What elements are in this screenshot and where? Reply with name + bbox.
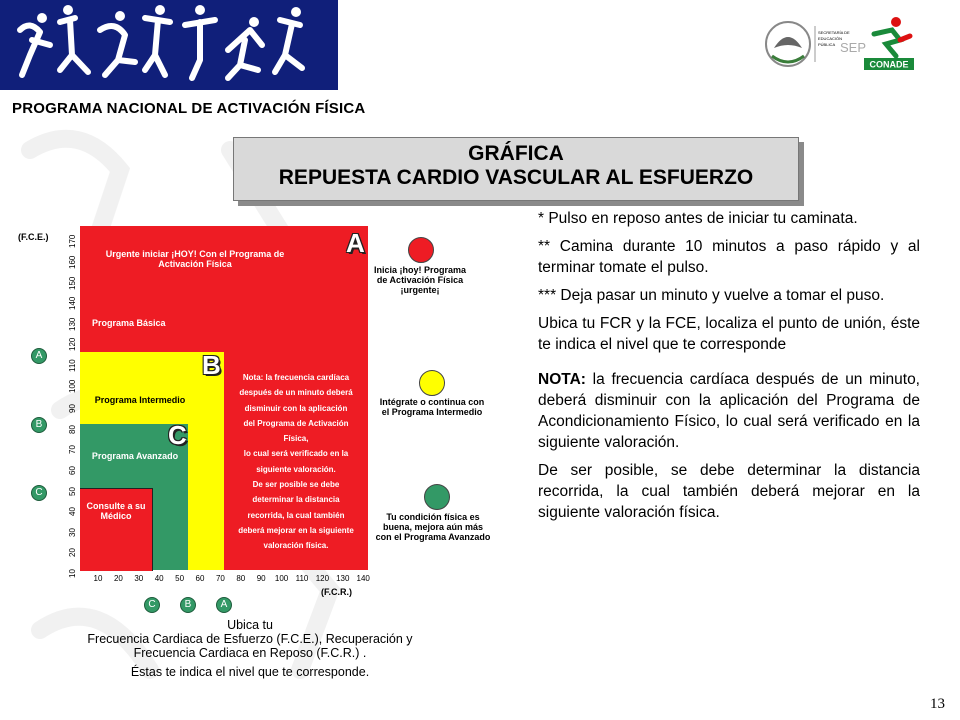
y-tick-label: 50 bbox=[68, 486, 77, 496]
note-line: después de un minuto deberá bbox=[239, 388, 353, 398]
y-tick-label: 60 bbox=[68, 466, 77, 475]
header-banner bbox=[0, 0, 338, 90]
sep-logo bbox=[760, 12, 867, 74]
x-tick-label: 130 bbox=[336, 574, 350, 583]
note-line: Nota: la frecuencia cardíaca bbox=[242, 373, 350, 382]
y-tick-label: 150 bbox=[68, 276, 77, 290]
chart-title-box bbox=[233, 137, 799, 201]
note-line: disminuir con la aplicación bbox=[244, 403, 348, 413]
note-line: De ser posible se debe bbox=[252, 480, 340, 490]
x-marker-c: C bbox=[144, 597, 160, 613]
svg-text:SEP: SEP bbox=[840, 40, 867, 55]
zone-basic-label: Programa Básica bbox=[92, 318, 166, 328]
caption-line3: Frecuencia Cardiaca en Reposo (F.C.R.) . bbox=[133, 646, 367, 660]
instruction-3: *** Deja pasar un minuto y vuelve a tomar el puso. bbox=[538, 287, 885, 304]
legend-red: Inicia ¡hoy! Programa de Activación Física ¡urgente¡ bbox=[373, 265, 467, 295]
y-tick-label: 160 bbox=[68, 255, 77, 269]
zone-intermediate-label: Programa Intermedio bbox=[94, 395, 186, 405]
legend-yellow: Intégrate o continua con el Programa Intermedio bbox=[379, 397, 485, 417]
y-tick-label: 110 bbox=[68, 359, 77, 372]
note-line: recorrida, la cual también bbox=[247, 510, 345, 520]
x-axis-label: (F.C.R.) bbox=[321, 587, 352, 597]
note-line: valoración física. bbox=[263, 541, 329, 551]
red-light-icon bbox=[408, 237, 434, 263]
x-tick-label: 80 bbox=[236, 574, 246, 583]
y-tick-label: 80 bbox=[68, 424, 77, 434]
x-tick-label: 110 bbox=[295, 574, 309, 583]
x-tick-label: 70 bbox=[215, 574, 225, 583]
svg-text:CONADE: CONADE bbox=[869, 59, 909, 70]
legend-green: Tu condición física es buena, mejora aún más con el Programa Avanzado bbox=[375, 512, 491, 542]
instruction-1: * Pulso en reposo antes de iniciar tu caminata. bbox=[538, 210, 858, 227]
x-tick-label: 90 bbox=[256, 574, 266, 583]
y-tick-label: 140 bbox=[68, 296, 77, 311]
y-marker-b: B bbox=[31, 417, 47, 433]
zone-letter-b: B bbox=[202, 350, 221, 380]
y-tick-label: 100 bbox=[68, 379, 77, 393]
y-tick-label: 30 bbox=[68, 527, 77, 537]
y-tick-label: 40 bbox=[68, 507, 77, 517]
x-marker-a: A bbox=[216, 597, 232, 613]
conade-logo bbox=[860, 14, 918, 72]
y-tick-label: 130 bbox=[68, 317, 77, 331]
x-tick-label: 20 bbox=[113, 574, 123, 583]
note-line: deberá mejorar en la siguiente bbox=[238, 525, 354, 535]
nota-label: NOTA: bbox=[538, 371, 586, 388]
instructions-text bbox=[538, 208, 920, 530]
y-tick-label: 90 bbox=[68, 404, 77, 414]
note-line: Física, bbox=[283, 434, 309, 444]
x-tick-label: 10 bbox=[93, 574, 103, 583]
zone-letter-a: A bbox=[346, 228, 365, 258]
y-tick-label: 20 bbox=[68, 548, 77, 558]
zone-consult-label: Consulte a su Médico bbox=[86, 501, 146, 521]
zone-urgent-label: Urgente iniciar ¡HOY! Con el Programa de Activación Física bbox=[105, 249, 285, 269]
caption-line2: Frecuencia Cardiaca de Esfuerzo (F.C.E.), Recuperación y bbox=[87, 632, 413, 646]
y-tick-label: 120 bbox=[68, 338, 77, 352]
svg-text:SECRETARÍA DE: SECRETARÍA DE bbox=[818, 30, 850, 35]
y-axis-label: (F.C.E.) bbox=[18, 232, 49, 242]
y-marker-c: C bbox=[31, 485, 47, 501]
x-tick-label: 40 bbox=[154, 574, 164, 583]
svg-text:EDUCACIÓN: EDUCACIÓN bbox=[818, 36, 843, 41]
zone-letter-c: C bbox=[168, 420, 187, 450]
nota-text: la frecuencia cardíaca después de un minuto, deberá disminuir con la aplicación del Programa de Acondicionamiento Físico, lo cual será verificado en la siguiente valoración. bbox=[538, 371, 920, 451]
chart-caption bbox=[40, 618, 460, 679]
note-line: determinar la distancia bbox=[252, 495, 340, 505]
x-tick-label: 30 bbox=[134, 574, 144, 583]
instruction-6: De ser posible, se debe determinar la distancia recorrida, la cual también deberá mejorar en la siguiente valoración física. bbox=[538, 462, 920, 521]
note-line: siguiente valoración. bbox=[256, 464, 336, 474]
instruction-nota bbox=[538, 369, 920, 453]
green-light-icon bbox=[424, 484, 450, 510]
x-marker-b: B bbox=[180, 597, 196, 613]
x-tick-label: 120 bbox=[315, 574, 330, 583]
instruction-2: ** Camina durante 10 minutos a paso rápido y al terminar tomate el pulso. bbox=[538, 238, 920, 276]
x-tick-label: 50 bbox=[175, 574, 185, 583]
athletes-figures-icon bbox=[0, 0, 338, 90]
mexican-eagle-icon bbox=[760, 12, 867, 74]
page-number: 13 bbox=[930, 696, 945, 712]
chart-title-line1: GRÁFICA bbox=[468, 142, 564, 165]
caption-line1: Ubica tu bbox=[227, 618, 273, 632]
conade-runner-icon bbox=[860, 14, 918, 72]
note-line: lo cual será verificado en la bbox=[243, 449, 349, 459]
svg-text:PÚBLICA: PÚBLICA bbox=[818, 42, 836, 47]
zone-advanced-label: Programa Avanzado bbox=[91, 451, 179, 461]
x-tick-label: 140 bbox=[356, 574, 370, 583]
chart-title-line2: REPUESTA CARDIO VASCULAR AL ESFUERZO bbox=[278, 166, 754, 189]
x-tick-label: 60 bbox=[195, 574, 205, 583]
caption-line4: Éstas te indica el nivel que te corresponde. bbox=[130, 665, 370, 679]
instruction-4: Ubica tu FCR y la FCE, localiza el punto de unión, éste te indica el nivel que te corresponde bbox=[538, 315, 920, 353]
note-line: del Programa de Activación bbox=[243, 418, 349, 428]
program-title: PROGRAMA NACIONAL DE ACTIVACIÓN FÍSICA bbox=[12, 100, 366, 117]
chart-note bbox=[226, 370, 366, 554]
x-tick-label: 100 bbox=[274, 574, 289, 583]
yellow-light-icon bbox=[419, 370, 445, 396]
y-tick-label: 70 bbox=[68, 445, 77, 455]
y-marker-a: A bbox=[31, 348, 47, 364]
y-tick-label: 10 bbox=[68, 569, 77, 578]
y-tick-label: 170 bbox=[68, 235, 77, 249]
